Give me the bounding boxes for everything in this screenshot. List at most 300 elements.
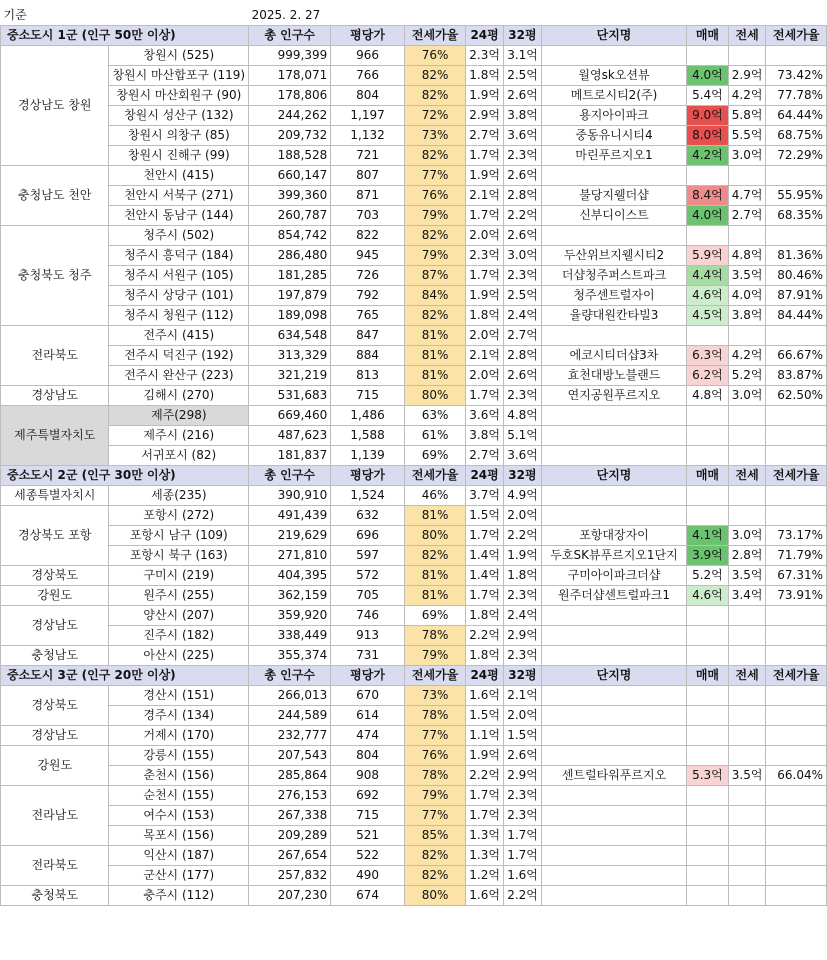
population-cell: 260,787 [249, 206, 331, 226]
price-per-pyeong-cell: 490 [331, 866, 405, 886]
population-cell: 232,777 [249, 726, 331, 746]
complex-jeonse-ratio-cell [766, 646, 827, 666]
city-cell: 원주시 (255) [109, 586, 249, 606]
price-24-cell: 1.7억 [466, 146, 504, 166]
jeonse-price-cell: 3.4억 [728, 586, 766, 606]
jeonse-ratio-cell: 81% [404, 586, 465, 606]
complex-name-cell: 신부디이스트 [541, 206, 686, 226]
population-cell: 181,837 [249, 446, 331, 466]
price-per-pyeong-cell: 705 [331, 586, 405, 606]
price-24-cell: 1.6억 [466, 686, 504, 706]
sale-price-cell [687, 606, 729, 626]
complex-name-cell: 용지아이파크 [541, 106, 686, 126]
complex-name-cell: 연지공원푸르지오 [541, 386, 686, 406]
jeonse-ratio-cell: 76% [404, 46, 465, 66]
region-cell: 경상북도 포항 [1, 506, 109, 566]
city-cell: 여수시 (153) [109, 806, 249, 826]
jeonse-ratio-cell: 80% [404, 526, 465, 546]
complex-name-cell: 중동유니시티4 [541, 126, 686, 146]
population-cell: 189,098 [249, 306, 331, 326]
price-24-cell: 1.9억 [466, 86, 504, 106]
population-cell: 207,543 [249, 746, 331, 766]
city-cell: 청주시 서원구 (105) [109, 266, 249, 286]
complex-jeonse-ratio-cell [766, 486, 827, 506]
complex-name-cell [541, 226, 686, 246]
population-cell: 399,360 [249, 186, 331, 206]
price-32-cell: 2.2억 [503, 526, 541, 546]
price-per-pyeong-cell: 731 [331, 646, 405, 666]
complex-jeonse-ratio-cell: 66.67% [766, 346, 827, 366]
complex-name-cell [541, 446, 686, 466]
jeonse-ratio-cell: 79% [404, 786, 465, 806]
sale-price-cell [687, 726, 729, 746]
price-24-cell: 2.1억 [466, 346, 504, 366]
complex-name-cell [541, 846, 686, 866]
population-cell: 491,439 [249, 506, 331, 526]
complex-jeonse-ratio-cell [766, 726, 827, 746]
jeonse-price-cell [728, 746, 766, 766]
complex-name-cell [541, 826, 686, 846]
complex-name-cell: 청주센트럴자이 [541, 286, 686, 306]
jeonse-ratio-cell: 82% [404, 846, 465, 866]
jeonse-price-cell [728, 626, 766, 646]
city-cell: 제주(298) [109, 406, 249, 426]
city-cell: 충주시 (112) [109, 886, 249, 906]
complex-name-cell [541, 866, 686, 886]
complex-name-cell [541, 486, 686, 506]
sale-price-cell: 8.0억 [687, 126, 729, 146]
city-cell: 전주시 덕진구 (192) [109, 346, 249, 366]
complex-jeonse-ratio-cell [766, 626, 827, 646]
price-per-pyeong-cell: 908 [331, 766, 405, 786]
jeonse-price-cell: 4.2억 [728, 346, 766, 366]
column-header: 단지명 [541, 466, 686, 486]
city-cell: 양산시 (207) [109, 606, 249, 626]
complex-name-cell: 메트로시티2(주) [541, 86, 686, 106]
jeonse-price-cell [728, 786, 766, 806]
city-cell: 익산시 (187) [109, 846, 249, 866]
population-cell: 197,879 [249, 286, 331, 306]
price-24-cell: 1.7억 [466, 586, 504, 606]
complex-jeonse-ratio-cell: 73.91% [766, 586, 827, 606]
complex-jeonse-ratio-cell: 66.04% [766, 766, 827, 786]
price-32-cell: 3.6억 [503, 126, 541, 146]
sale-price-cell [687, 826, 729, 846]
jeonse-ratio-cell: 80% [404, 386, 465, 406]
population-cell: 359,920 [249, 606, 331, 626]
price-per-pyeong-cell: 847 [331, 326, 405, 346]
column-header: 24평 [466, 666, 504, 686]
jeonse-ratio-cell: 82% [404, 86, 465, 106]
price-per-pyeong-cell: 522 [331, 846, 405, 866]
price-32-cell: 2.3억 [503, 646, 541, 666]
complex-name-cell: 두호SK뷰푸르지오1단지 [541, 546, 686, 566]
complex-jeonse-ratio-cell [766, 686, 827, 706]
jeonse-ratio-cell: 69% [404, 606, 465, 626]
region-cell: 경상남도 [1, 726, 109, 746]
sale-price-cell: 4.5억 [687, 306, 729, 326]
price-24-cell: 1.5억 [466, 706, 504, 726]
table-row [1, 426, 827, 446]
column-header: 전세 [728, 26, 766, 46]
table-row [1, 786, 827, 806]
sale-price-cell: 5.9억 [687, 246, 729, 266]
jeonse-ratio-cell: 73% [404, 126, 465, 146]
complex-name-cell [541, 786, 686, 806]
sale-price-cell: 4.0억 [687, 66, 729, 86]
jeonse-price-cell [728, 606, 766, 626]
table-row [1, 526, 827, 546]
column-header: 전세가율 [766, 26, 827, 46]
table-row [1, 326, 827, 346]
price-per-pyeong-cell: 474 [331, 726, 405, 746]
section-header-row [1, 666, 827, 686]
jeonse-price-cell [728, 646, 766, 666]
jeonse-ratio-cell: 77% [404, 806, 465, 826]
jeonse-ratio-cell: 82% [404, 546, 465, 566]
jeonse-ratio-cell: 77% [404, 166, 465, 186]
complex-name-cell [541, 326, 686, 346]
region-cell: 경상남도 창원 [1, 46, 109, 166]
table-row [1, 866, 827, 886]
complex-jeonse-ratio-cell [766, 506, 827, 526]
table-row [1, 306, 827, 326]
price-24-cell: 1.8억 [466, 606, 504, 626]
complex-name-cell [541, 746, 686, 766]
sale-price-cell [687, 426, 729, 446]
price-32-cell: 2.6억 [503, 86, 541, 106]
price-32-cell: 2.2억 [503, 206, 541, 226]
population-cell: 244,589 [249, 706, 331, 726]
sale-price-cell [687, 706, 729, 726]
price-per-pyeong-cell: 804 [331, 86, 405, 106]
price-24-cell: 3.8억 [466, 426, 504, 446]
jeonse-ratio-cell: 76% [404, 186, 465, 206]
city-cell: 포항시 북구 (163) [109, 546, 249, 566]
column-header: 전세 [728, 466, 766, 486]
population-cell: 188,528 [249, 146, 331, 166]
sale-price-cell: 3.9억 [687, 546, 729, 566]
complex-name-cell: 원주더샵센트럴파크1 [541, 586, 686, 606]
price-per-pyeong-cell: 632 [331, 506, 405, 526]
jeonse-ratio-cell: 81% [404, 326, 465, 346]
jeonse-price-cell: 4.7억 [728, 186, 766, 206]
complex-jeonse-ratio-cell: 83.87% [766, 366, 827, 386]
jeonse-ratio-cell: 87% [404, 266, 465, 286]
price-32-cell: 2.3억 [503, 786, 541, 806]
price-32-cell: 3.8억 [503, 106, 541, 126]
complex-name-cell [541, 686, 686, 706]
price-32-cell: 2.7억 [503, 326, 541, 346]
table-row [1, 46, 827, 66]
city-cell: 춘천시 (156) [109, 766, 249, 786]
jeonse-ratio-cell: 81% [404, 566, 465, 586]
complex-name-cell: 구미아이파크더샵 [541, 566, 686, 586]
complex-jeonse-ratio-cell [766, 846, 827, 866]
table-row [1, 446, 827, 466]
sale-price-cell [687, 626, 729, 646]
population-cell: 181,285 [249, 266, 331, 286]
price-per-pyeong-cell: 597 [331, 546, 405, 566]
price-24-cell: 2.0억 [466, 226, 504, 246]
complex-jeonse-ratio-cell [766, 226, 827, 246]
price-24-cell: 1.4억 [466, 566, 504, 586]
jeonse-price-cell: 5.5억 [728, 126, 766, 146]
column-header: 매매 [687, 666, 729, 686]
price-per-pyeong-cell: 766 [331, 66, 405, 86]
jeonse-ratio-cell: 61% [404, 426, 465, 446]
complex-jeonse-ratio-cell: 62.50% [766, 386, 827, 406]
jeonse-price-cell [728, 486, 766, 506]
column-header: 총 인구수 [249, 466, 331, 486]
city-cell: 청주시 (502) [109, 226, 249, 246]
complex-name-cell [541, 46, 686, 66]
price-32-cell: 3.6억 [503, 446, 541, 466]
price-per-pyeong-cell: 1,139 [331, 446, 405, 466]
city-cell: 창원시 진해구 (99) [109, 146, 249, 166]
price-per-pyeong-cell: 614 [331, 706, 405, 726]
jeonse-ratio-cell: 82% [404, 866, 465, 886]
population-cell: 355,374 [249, 646, 331, 666]
table-row [1, 806, 827, 826]
sale-price-cell: 4.6억 [687, 286, 729, 306]
column-header: 평당가 [331, 466, 405, 486]
price-32-cell: 3.0억 [503, 246, 541, 266]
price-per-pyeong-cell: 1,486 [331, 406, 405, 426]
jeonse-ratio-cell: 82% [404, 226, 465, 246]
table-row [1, 286, 827, 306]
sale-price-cell: 8.4억 [687, 186, 729, 206]
complex-jeonse-ratio-cell: 73.42% [766, 66, 827, 86]
price-per-pyeong-cell: 703 [331, 206, 405, 226]
jeonse-price-cell [728, 326, 766, 346]
jeonse-price-cell [728, 726, 766, 746]
column-header: 전세가율 [766, 666, 827, 686]
price-32-cell: 2.6억 [503, 746, 541, 766]
price-24-cell: 3.6억 [466, 406, 504, 426]
price-per-pyeong-cell: 966 [331, 46, 405, 66]
table-row [1, 826, 827, 846]
price-per-pyeong-cell: 572 [331, 566, 405, 586]
price-24-cell: 2.7억 [466, 446, 504, 466]
city-cell: 순천시 (155) [109, 786, 249, 806]
complex-jeonse-ratio-cell [766, 166, 827, 186]
complex-name-cell: 더샵청주퍼스트파크 [541, 266, 686, 286]
price-32-cell: 2.6억 [503, 166, 541, 186]
price-32-cell: 2.4억 [503, 306, 541, 326]
population-cell: 178,806 [249, 86, 331, 106]
complex-jeonse-ratio-cell: 68.75% [766, 126, 827, 146]
jeonse-price-cell [728, 686, 766, 706]
complex-jeonse-ratio-cell: 73.17% [766, 526, 827, 546]
section-header-row [1, 466, 827, 486]
complex-name-cell [541, 426, 686, 446]
section-title: 중소도시 3군 (인구 20만 이상) [1, 666, 249, 686]
region-cell: 전라남도 [1, 786, 109, 846]
price-24-cell: 2.1억 [466, 186, 504, 206]
sale-price-cell: 6.2억 [687, 366, 729, 386]
population-cell: 209,732 [249, 126, 331, 146]
price-24-cell: 1.4억 [466, 546, 504, 566]
sale-price-cell [687, 646, 729, 666]
complex-name-cell [541, 506, 686, 526]
price-32-cell: 1.7억 [503, 826, 541, 846]
price-32-cell: 1.6억 [503, 866, 541, 886]
table-row [1, 506, 827, 526]
sale-price-cell: 5.2억 [687, 566, 729, 586]
price-32-cell: 4.9억 [503, 486, 541, 506]
complex-name-cell [541, 806, 686, 826]
price-24-cell: 1.7억 [466, 386, 504, 406]
price-32-cell: 2.9억 [503, 766, 541, 786]
jeonse-ratio-cell: 82% [404, 66, 465, 86]
table-row [1, 606, 827, 626]
population-cell: 321,219 [249, 366, 331, 386]
price-per-pyeong-cell: 913 [331, 626, 405, 646]
population-cell: 257,832 [249, 866, 331, 886]
sale-price-cell [687, 686, 729, 706]
population-cell: 404,395 [249, 566, 331, 586]
price-32-cell: 2.2억 [503, 886, 541, 906]
jeonse-ratio-cell: 82% [404, 146, 465, 166]
price-per-pyeong-cell: 1,524 [331, 486, 405, 506]
column-header: 32평 [503, 466, 541, 486]
column-header: 32평 [503, 666, 541, 686]
price-32-cell: 2.6억 [503, 226, 541, 246]
population-cell: 286,480 [249, 246, 331, 266]
sale-price-cell [687, 806, 729, 826]
price-32-cell: 2.3억 [503, 146, 541, 166]
population-cell: 313,329 [249, 346, 331, 366]
price-24-cell: 1.9억 [466, 166, 504, 186]
jeonse-ratio-cell: 78% [404, 766, 465, 786]
sale-price-cell [687, 226, 729, 246]
jeonse-price-cell [728, 866, 766, 886]
region-cell: 충청북도 청주 [1, 226, 109, 326]
city-cell: 아산시 (225) [109, 646, 249, 666]
complex-name-cell: 에코시티더샵3차 [541, 346, 686, 366]
price-24-cell: 1.8억 [466, 306, 504, 326]
jeonse-ratio-cell: 82% [404, 306, 465, 326]
city-cell: 김해시 (270) [109, 386, 249, 406]
price-per-pyeong-cell: 792 [331, 286, 405, 306]
complex-jeonse-ratio-cell [766, 706, 827, 726]
population-cell: 390,910 [249, 486, 331, 506]
price-24-cell: 1.8억 [466, 646, 504, 666]
jeonse-price-cell: 3.8억 [728, 306, 766, 326]
price-per-pyeong-cell: 670 [331, 686, 405, 706]
price-per-pyeong-cell: 1,197 [331, 106, 405, 126]
section-title: 중소도시 2군 (인구 30만 이상) [1, 466, 249, 486]
price-per-pyeong-cell: 1,132 [331, 126, 405, 146]
price-per-pyeong-cell: 726 [331, 266, 405, 286]
jeonse-ratio-cell: 85% [404, 826, 465, 846]
price-24-cell: 3.7억 [466, 486, 504, 506]
complex-jeonse-ratio-cell: 84.44% [766, 306, 827, 326]
population-cell: 660,147 [249, 166, 331, 186]
table-row [1, 226, 827, 246]
price-32-cell: 2.8억 [503, 346, 541, 366]
jeonse-price-cell: 2.9억 [728, 66, 766, 86]
city-cell: 서귀포시 (82) [109, 446, 249, 466]
complex-jeonse-ratio-cell: 67.31% [766, 566, 827, 586]
complex-jeonse-ratio-cell [766, 866, 827, 886]
price-24-cell: 1.1억 [466, 726, 504, 746]
jeonse-price-cell [728, 166, 766, 186]
jeonse-ratio-cell: 81% [404, 506, 465, 526]
complex-jeonse-ratio-cell [766, 886, 827, 906]
jeonse-price-cell [728, 846, 766, 866]
date-row [1, 6, 827, 26]
city-cell: 창원시 의창구 (85) [109, 126, 249, 146]
jeonse-price-cell: 3.0억 [728, 146, 766, 166]
city-cell: 창원시 마산회원구 (90) [109, 86, 249, 106]
table-row [1, 406, 827, 426]
price-32-cell: 2.8억 [503, 186, 541, 206]
population-cell: 219,629 [249, 526, 331, 546]
complex-jeonse-ratio-cell: 81.36% [766, 246, 827, 266]
city-cell: 천안시 (415) [109, 166, 249, 186]
price-24-cell: 2.0억 [466, 326, 504, 346]
section-header-row [1, 26, 827, 46]
population-cell: 487,623 [249, 426, 331, 446]
price-32-cell: 4.8억 [503, 406, 541, 426]
jeonse-price-cell: 4.0억 [728, 286, 766, 306]
jeonse-price-cell: 5.2억 [728, 366, 766, 386]
table-row [1, 886, 827, 906]
jeonse-price-cell [728, 406, 766, 426]
jeonse-price-cell: 3.0억 [728, 386, 766, 406]
region-cell: 경상북도 [1, 686, 109, 726]
jeonse-ratio-cell: 84% [404, 286, 465, 306]
table-row [1, 146, 827, 166]
jeonse-ratio-cell: 80% [404, 886, 465, 906]
table-row [1, 366, 827, 386]
city-cell: 천안시 동남구 (144) [109, 206, 249, 226]
city-cell: 경산시 (151) [109, 686, 249, 706]
price-per-pyeong-cell: 1,588 [331, 426, 405, 446]
table-row [1, 246, 827, 266]
jeonse-ratio-cell: 79% [404, 646, 465, 666]
column-header: 매매 [687, 466, 729, 486]
complex-jeonse-ratio-cell [766, 826, 827, 846]
jeonse-price-cell: 3.5억 [728, 266, 766, 286]
table-row [1, 86, 827, 106]
region-cell: 전라북도 [1, 326, 109, 386]
complex-jeonse-ratio-cell [766, 326, 827, 346]
column-header: 24평 [466, 466, 504, 486]
complex-name-cell: 센트럴타워푸르지오 [541, 766, 686, 786]
jeonse-ratio-cell: 77% [404, 726, 465, 746]
city-cell: 진주시 (182) [109, 626, 249, 646]
column-header: 전세 [728, 666, 766, 686]
table-row [1, 566, 827, 586]
complex-jeonse-ratio-cell [766, 806, 827, 826]
price-32-cell: 2.1억 [503, 686, 541, 706]
price-32-cell: 1.5억 [503, 726, 541, 746]
price-per-pyeong-cell: 822 [331, 226, 405, 246]
price-32-cell: 2.4억 [503, 606, 541, 626]
sale-price-cell: 4.4억 [687, 266, 729, 286]
column-header: 평당가 [331, 666, 405, 686]
price-24-cell: 2.0억 [466, 366, 504, 386]
city-cell: 경주시 (134) [109, 706, 249, 726]
price-24-cell: 1.9억 [466, 746, 504, 766]
table-row [1, 186, 827, 206]
complex-jeonse-ratio-cell [766, 426, 827, 446]
city-price-table [0, 6, 827, 906]
population-cell: 669,460 [249, 406, 331, 426]
